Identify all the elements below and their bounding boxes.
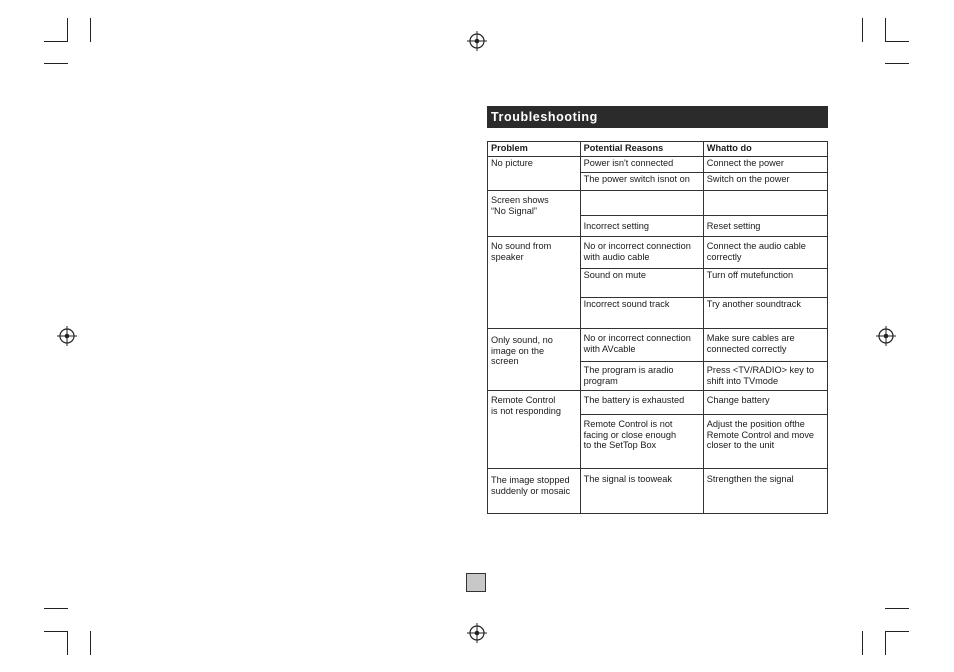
crop-mark	[44, 631, 68, 632]
table-header-row	[488, 142, 828, 157]
reason-cell: Sound on mute	[580, 269, 703, 298]
reason-cell	[580, 191, 703, 216]
table-row	[488, 391, 828, 415]
table-row	[488, 469, 828, 514]
reason-cell: The program is aradio program	[580, 362, 703, 391]
solution-cell: Connect the audio cable correctly	[703, 237, 827, 269]
table-row	[488, 191, 828, 216]
crop-mark	[862, 631, 863, 655]
solution-cell: Turn off mutefunction	[703, 269, 827, 298]
table-row	[488, 329, 828, 362]
reason-cell: No or incorrect connection with audio cable	[580, 237, 703, 269]
solution-cell: Connect the power	[703, 157, 827, 173]
registration-mark-icon	[467, 31, 487, 51]
crop-mark	[885, 18, 886, 42]
reason-cell: Power isn't connected	[580, 157, 703, 173]
troubleshooting-table	[487, 141, 828, 514]
crop-mark	[67, 631, 68, 655]
header-what-to-do: Whatto do	[703, 142, 827, 157]
header-potential-reasons: Potential Reasons	[580, 142, 703, 157]
solution-cell: Switch on the power	[703, 173, 827, 191]
crop-mark	[885, 608, 909, 609]
section-title: Troubleshooting	[487, 106, 828, 128]
crop-mark	[90, 18, 91, 42]
table-row	[488, 237, 828, 269]
registration-mark-icon	[467, 623, 487, 643]
solution-cell: Press <TV/RADIO> key to shift into TVmode	[703, 362, 827, 391]
reason-cell: Incorrect sound track	[580, 298, 703, 329]
reason-cell: The signal is tooweak	[580, 469, 703, 514]
solution-cell: Strengthen the signal	[703, 469, 827, 514]
crop-mark	[862, 18, 863, 42]
problem-cell: Only sound, no image on the screen	[488, 329, 581, 391]
solution-cell	[703, 191, 827, 216]
crop-mark	[90, 631, 91, 655]
crop-mark	[67, 18, 68, 42]
problem-cell: No sound from speaker	[488, 237, 581, 329]
header-problem: Problem	[488, 142, 581, 157]
crop-mark	[885, 631, 909, 632]
solution-cell: Change battery	[703, 391, 827, 415]
reason-cell: Incorrect setting	[580, 216, 703, 237]
problem-cell: Remote Control is not responding	[488, 391, 581, 469]
reason-cell: No or incorrect connection with AVcable	[580, 329, 703, 362]
crop-mark	[44, 63, 68, 64]
solution-cell: Adjust the position ofthe Remote Control and move closer to the unit	[703, 415, 827, 469]
table-row	[488, 157, 828, 173]
reason-cell: Remote Control is not facing or close enough to the SetTop Box	[580, 415, 703, 469]
registration-mark-icon	[57, 326, 77, 346]
solution-cell: Reset setting	[703, 216, 827, 237]
solution-cell: Make sure cables are connected correctly	[703, 329, 827, 362]
crop-mark	[885, 63, 909, 64]
reason-cell: The power switch isnot on	[580, 173, 703, 191]
registration-mark-icon	[876, 326, 896, 346]
crop-mark	[885, 41, 909, 42]
problem-cell: Screen shows “No Signal”	[488, 191, 581, 237]
page-marker	[466, 573, 486, 592]
crop-mark	[44, 608, 68, 609]
crop-mark	[885, 631, 886, 655]
problem-cell: The image stopped suddenly or mosaic	[488, 469, 581, 514]
problem-cell: No picture	[488, 157, 581, 191]
reason-cell: The battery is exhausted	[580, 391, 703, 415]
crop-mark	[44, 41, 68, 42]
solution-cell: Try another soundtrack	[703, 298, 827, 329]
